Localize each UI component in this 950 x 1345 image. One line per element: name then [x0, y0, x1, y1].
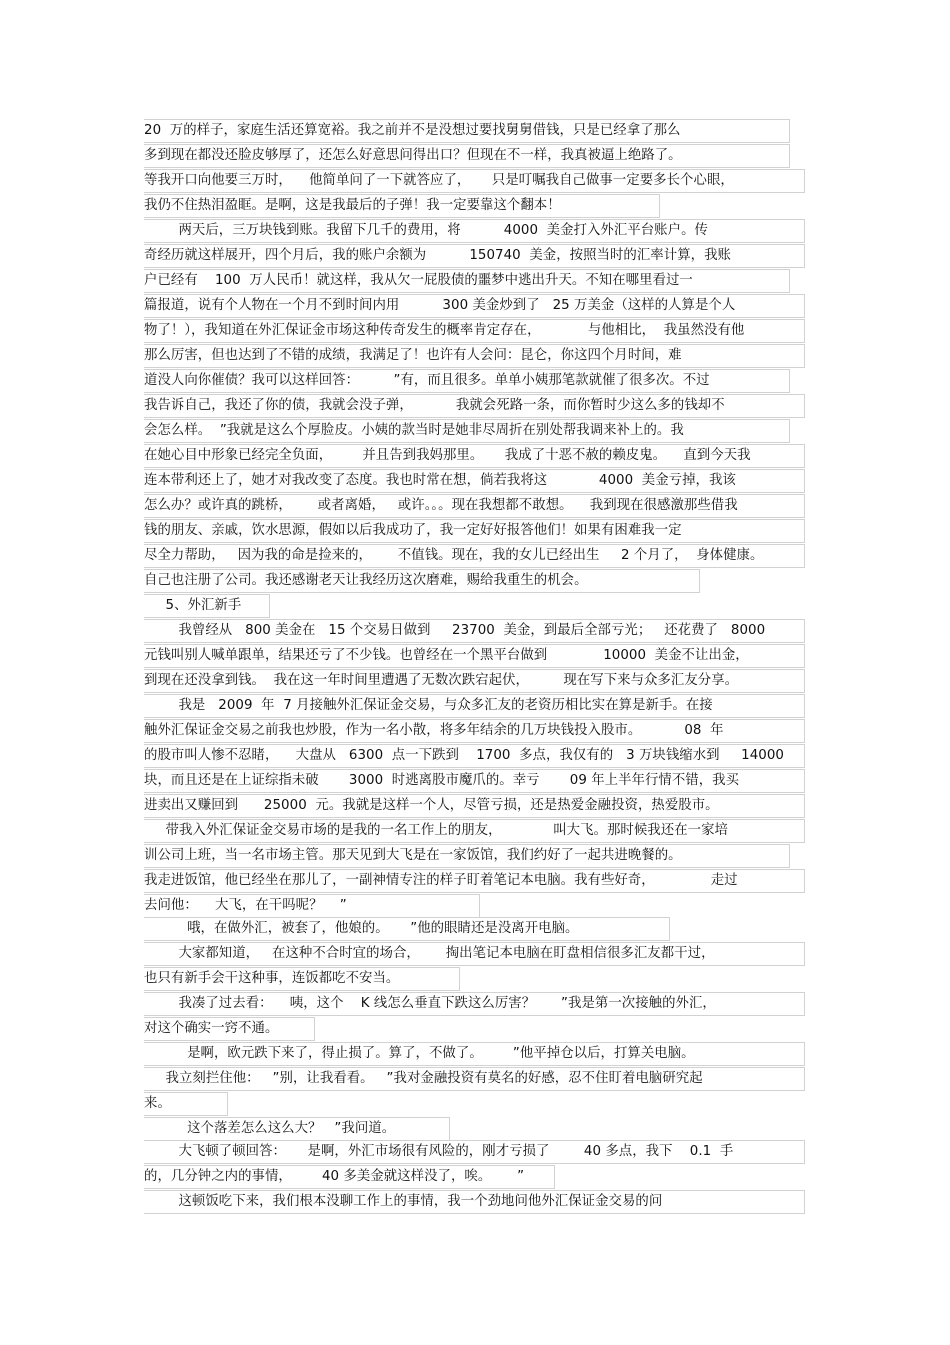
- text-line: 触外汇保证金交易之前我也炒股，作为一名小散，将多年结余的几万块钱投入股市。 08 年: [144, 723, 724, 738]
- text-line: 我立刻拦住他： ”别，让我看看。 ”我对金融投资有莫名的好感，忍不住盯着电脑研究起: [144, 1071, 703, 1086]
- text-line: 对这个确实一窍不通。: [144, 1021, 279, 1036]
- text-line: 是啊，欧元跌下来了，得止损了。算了，不做了。 ”他平掉仓以后，打算关电脑。: [144, 1046, 695, 1061]
- text-line: 自己也注册了公司。我还感谢老天让我经历这次磨难，赐给我重生的机会。: [144, 573, 588, 588]
- text-line: 多到现在都没还脸皮够厚了，还怎么好意思问得出口？但现在不一样，我真被逼上绝路了。: [144, 148, 682, 163]
- text-line: 道没人向你催债？我可以这样回答： ”有，而且很多。单单小姨那笔款就催了很多次。不过: [144, 373, 710, 388]
- text-line: 户已经有 100 万人民币！就这样，我从欠一屁股债的噩梦中逃出升天。不知在哪里看过一: [144, 273, 693, 288]
- text-line: 钱的朋友、亲戚，饮水思源，假如以后我成功了，我一定好好报答他们！如果有困难我一定: [144, 523, 682, 538]
- text-line: 也只有新手会干这种事，连饭都吃不安当。: [144, 971, 400, 986]
- text-line: 训公司上班，当一名市场主管。那天见到大飞是在一家饭馆，我们约好了一起共进晚餐的。: [144, 848, 682, 863]
- text-line: 带我入外汇保证金交易市场的是我的一名工作上的朋友， 叫大飞。那时候我还在一家培: [144, 823, 728, 838]
- text-line: 来。: [144, 1096, 171, 1111]
- text-line: 会怎么样。 ”我就是这么个厚脸皮。小姨的款当时是她非尽周折在别处帮我调来补上的。我: [144, 423, 684, 438]
- text-line: 的，几分钟之内的事情， 40 多美金就这样没了，唉。 ”: [144, 1169, 525, 1184]
- text-line: 我仍不住热泪盈眶。是啊，这是我最后的子弹！我一定要靠这个翻本！: [144, 198, 561, 213]
- text-line: 去问他： 大飞，在干吗呢？ ”: [144, 898, 347, 913]
- text-line: 我告诉自己，我还了你的债，我就会没子弹， 我就会死路一条，而你暂时少这么多的钱却不: [144, 398, 725, 413]
- text-line: 进卖出又赚回到 25000 元。我就是这样一个人，尽管亏损，还是热爱金融投资，热爱股市。: [144, 798, 719, 813]
- text-line: 元钱叫别人喊单跟单，结果还亏了不少钱。也曾经在一个黑平台做到 10000 美金不让出金，: [144, 648, 749, 663]
- text-line: 这个落差怎么这么大？ ”我问道。: [144, 1121, 396, 1136]
- text-line: 的股市叫人惨不忍睹， 大盘从 6300 点一下跌到 1700 多点，我仅有的 3 万块钱缩水到 14000: [144, 748, 784, 763]
- text-line: 20 万的样子，家庭生活还算宽裕。我之前并不是没想过要找舅舅借钱，只是已经拿了那么: [144, 123, 681, 138]
- text-line: 这顿饭吃下来，我们根本没聊工作上的事情，我一个劲地问他外汇保证金交易的问: [144, 1194, 663, 1209]
- text-line: 大飞顿了顿回答： 是啊，外汇市场很有风险的，刚才亏损了 40 多点，我下 0.1 手: [144, 1144, 734, 1159]
- text-line: 奇经历就这样展开，四个月后，我的账户余额为 150740 美金，按照当时的汇率计算，我账: [144, 248, 731, 263]
- text-line: 在她心目中形象已经完全负面， 并且告到我妈那里。 我成了十恶不赦的赖皮鬼。 直到今天我: [144, 448, 751, 463]
- text-line: 哦，在做外汇，被套了，他娘的。 ”他的眼睛还是没离开电脑。: [144, 921, 579, 936]
- text-line: 那么厉害，但也达到了不错的成绩，我满足了！也许有人会问：昆仑，你这四个月时间，难: [144, 348, 682, 363]
- text-line: 连本带利还上了，她才对我改变了态度。我也时常在想，倘若我将这 4000 美金亏掉，我该: [144, 473, 736, 488]
- text-line: 我曾经从 800 美金在 15 个交易日做到 23700 美金，到最后全部亏光； 还花费了 8000: [144, 623, 766, 638]
- text-line: 到现在还没拿到钱。 我在这一年时间里遭遇了无数次跌宕起伏， 现在写下来与众多汇友分享。: [144, 673, 739, 688]
- text-line: 我走进饭馆，他已经坐在那儿了，一副神情专注的样子盯着笔记本电脑。我有些好奇， 走过: [144, 873, 738, 888]
- text-line: 物了！），我知道在外汇保证金市场这种传奇发生的概率肯定存在， 与他相比， 我虽然没有他: [144, 323, 745, 338]
- text-line: 篇报道，说有个人物在一个月不到时间内用 300 美金炒到了 25 万美金（这样的人算是个人: [144, 298, 736, 313]
- text-line: 我是 2009 年 7 月接触外汇保证金交易，与众多汇友的老资历相比实在算是新手。在接: [144, 698, 713, 713]
- text-line: 尽全力帮助， 因为我的命是捡来的， 不值钱。现在，我的女儿已经出生 2 个月了， 身体健康。: [144, 548, 764, 563]
- text-line: 两天后，三万块钱到账。我留下几千的费用，将 4000 美金打入外汇平台账户。传: [144, 223, 708, 238]
- text-line: 5、外汇新手: [144, 598, 242, 613]
- text-line: 块，而且还是在上证综指未破 3000 时逃离股市魔爪的。幸亏 09 年上半年行情不错，我买: [144, 773, 740, 788]
- text-line: 大家都知道， 在这种不合时宜的场合， 掏出笔记本电脑在盯盘相信很多汇友都干过，: [144, 946, 715, 961]
- text-line: 等我开口向他要三万时， 他简单问了一下就答应了， 只是叮嘱我自己做事一定要多长个心眼，: [144, 173, 734, 188]
- text-line: 我凑了过去看： 咦，这个 K 线怎么垂直下跌这么厉害？ ”我是第一次接触的外汇，: [144, 996, 716, 1011]
- text-line: 怎么办？或许真的跳桥， 或者离婚， 或许。。。现在我想都不敢想。 我到现在很感激那些借我: [144, 498, 738, 513]
